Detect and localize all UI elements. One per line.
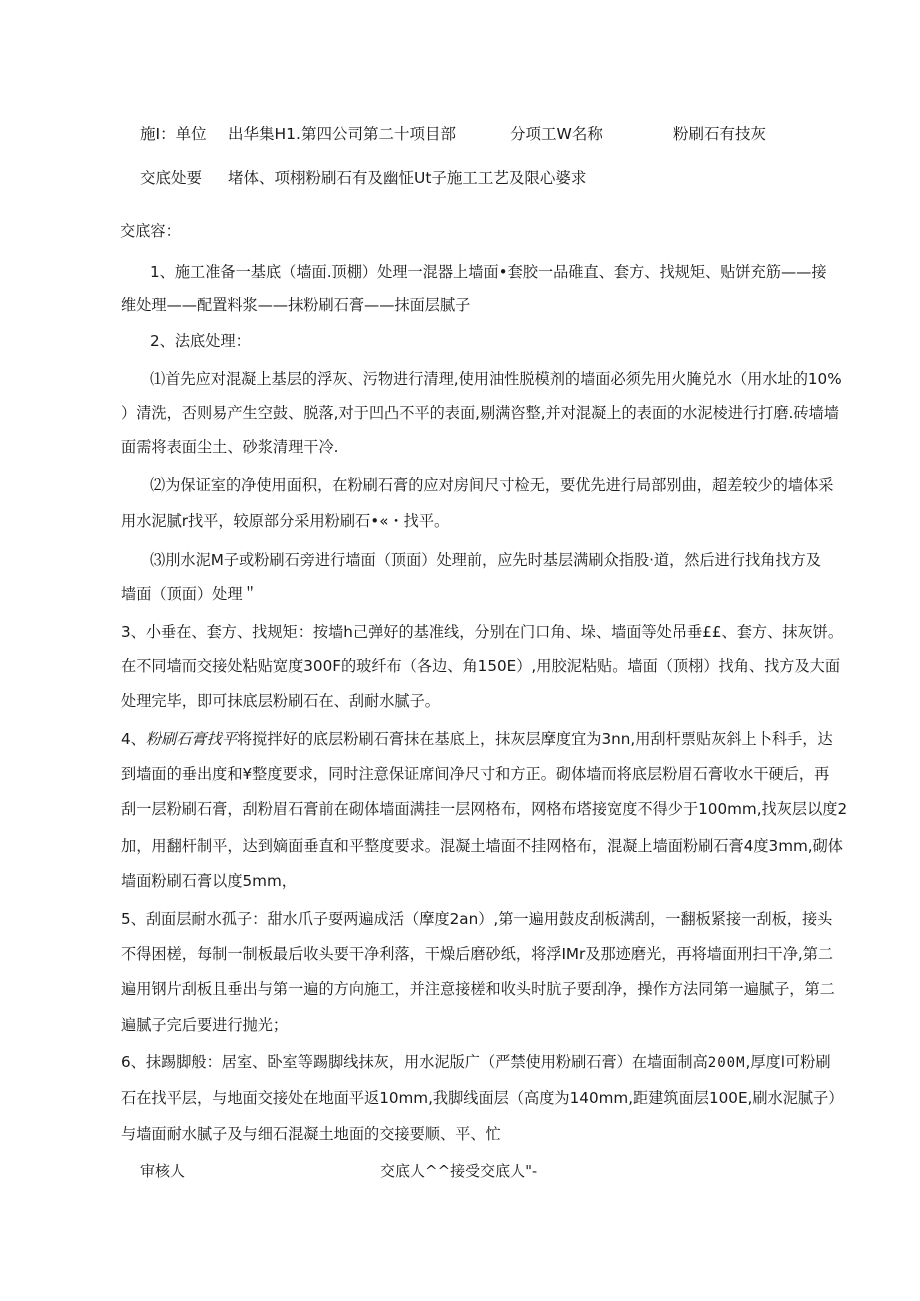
unit-value: 出华集H1.第四公司第二十项目部 [228,125,456,143]
body-line: ）清洗，否则易产生空鼓、脱落,对于凹凸不平的表面,剔满咨整,并对混凝上的表面的水泥棱进行打磨.砖墙墙 [121,404,839,422]
body-line: 与墙面耐水腻子及与细石混凝土地面的交接要顺、平、忙 [121,1125,501,1143]
body-line: 加，用翻杆制平，达到嫡面垂直和平整度要求。混凝土墙面不挂网格布，混凝上墙面粉刷石膏4度3mm,砌体 [121,837,843,855]
body-line: 2、法底处理： [150,332,251,350]
topic-label: 交底处要 [140,169,203,187]
body-line: 不得困槎，每制一制板最后收头要干净利落，干燥后磨砂纸，将浮IMr及那迹磨光，再将墙面刑扫干净,第二 [121,945,834,963]
body-line: 到墙面的垂出度和¥整度要求，同时注意保证席间净尺寸和方正。砌体墙而将底层粉眉石膏收水干硬后，再 [121,765,830,783]
handover-label: 交底人^^接受交底人"- [380,1162,538,1180]
body-line: ⑶刖水泥M子或粉刷石旁进行墙面（顶面）处理前，应先时基层满刷众指股·道，然后进行找角找方及 [150,551,821,569]
body-line: 1、施工准备一基底（墙面.顶棚）处理一混器上墙面•套胶一品碓直、套方、找规矩、贴饼充筋——接 [150,263,827,281]
body-line: 石在找平层，与地面交接处在地面平返10mm,我脚线面层（高度为140mm,距建筑面层100E,刷水泥腻子） [121,1089,844,1107]
body-line: 遍腻子完后要进行抛光； [121,1016,289,1034]
section6-height: 200M [707,1055,746,1071]
section6-text: 6、抹踢脚般：居室、卧室等踢脚线抹灰，用水泥版广（严禁使用粉刷石膏）在墙面制高 [121,1053,708,1071]
content-label: 交底容： [120,222,181,240]
body-line: 墙面粉刷石膏以度5mm， [121,872,297,890]
body-line: 维处理——配置料浆——抹粉刷石膏——抹面层腻子 [121,296,471,314]
body-line: 3、小垂在、套方、找规矩：按墙h己弹好的基准线，分别在门口角、垛、墙面等处吊垂££、套方、抹灰饼。 [121,623,844,641]
body-line: 用水泥腻r找平，较原部分采用粉刷石•«・找平。 [121,512,450,530]
section6-tail: ,厚度l可粉刷 [745,1053,831,1071]
body-line: 处理完毕，即可抹底层粉刷石在、刮耐水腻子。 [121,692,440,710]
topic-value: 堵体、项栩粉刷石有及幽怔Ut子施工工艺及限心婆求 [228,169,587,187]
section4-number: 4、 [121,730,146,748]
body-line-section6 [121,1052,831,1073]
item-label: 分项工W名称 [510,125,603,143]
reviewer-label: 审核人 [140,1162,186,1180]
body-line: 刮一层粉刷石膏，刮粉眉石膏前在砌体墙面满挂一层网格布，网格布塔接宽度不得少于100mm,找灰层以度2 [121,800,848,818]
unit-label: 施I：单位 [140,125,207,143]
item-value: 粉刷石有技灰 [673,125,767,143]
body-line: 墙面（顶面）处理＂ [121,585,258,603]
body-line: 遍用钢片刮板且垂出与第一遍的方向施工，并注意接槎和收头时肮子要刮净，操作方法同第一遍腻子，第二 [121,980,835,998]
body-line-section4 [121,729,833,749]
body-line: ⑵为保证室的净使用面积，在粉刷石膏的应对房间尺寸检无，要优先进行局部别曲，超差较少的墙体采 [150,476,834,494]
body-line: ⑴首先应对混凝上基层的浮灰、污物进行清理,使用油性脱模剂的墙面必须先用火腌兑水（用水址的10% [150,370,842,388]
body-line: 5、刮面层耐水孤子：甜水爪子耍两遍成活（摩度2an）,第一遍用鼓皮刮板满刮，一翻板紧接一刮板，接头 [121,910,833,928]
body-line: 面需将表面尘土、砂浆清理干冷. [121,438,339,456]
body-line: 在不同墙而交接处粘贴宽度300F的玻纤布（各边、角150E）,用胶泥粘贴。墙面（顶栩）找角、找方及大面 [121,657,841,675]
section4-title: 粉刷石膏找平 [145,730,237,748]
section4-text: 将搅拌好的底层粉刷石膏抹在基底上，抹灰层摩度宜为3nn,用刮杆票贴灰斜上卜科手，达 [236,730,833,748]
